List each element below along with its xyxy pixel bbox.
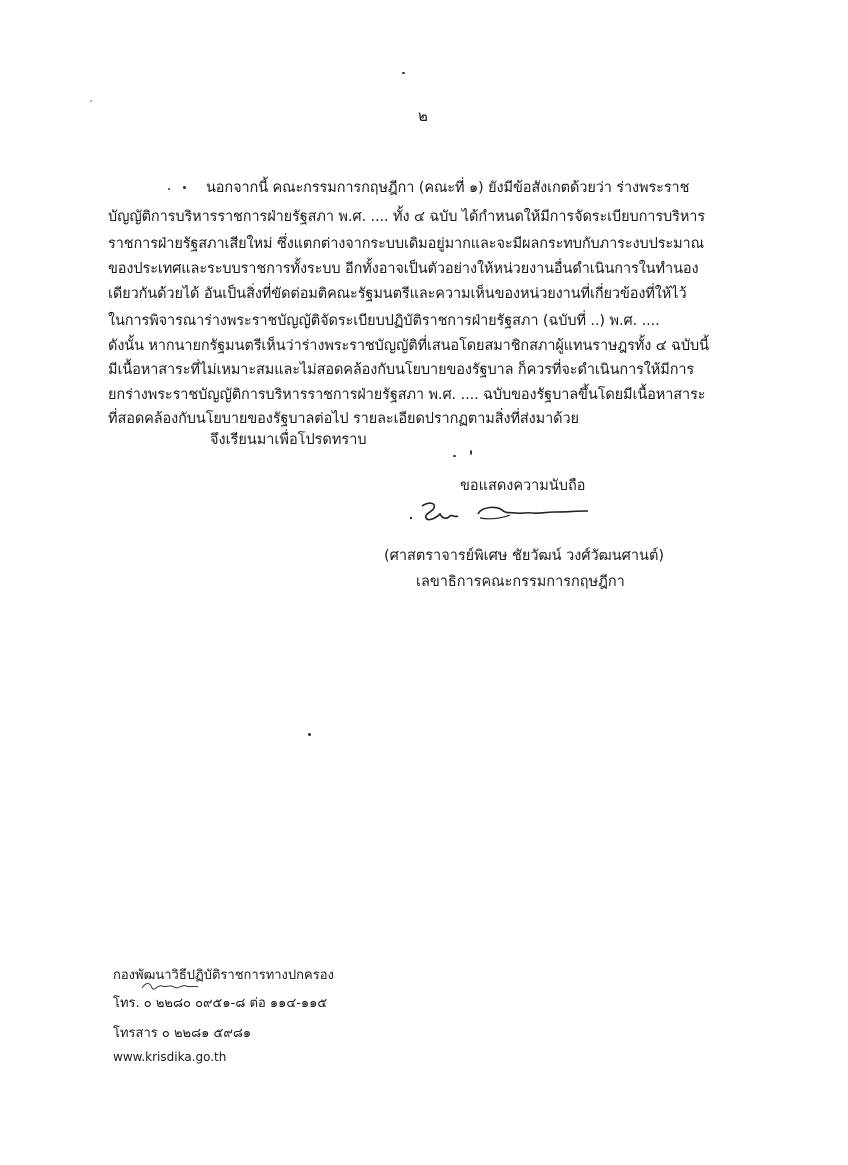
paragraph-line: บัญญัติการบริหารราชการฝ่ายรัฐสภา พ.ศ. .... ทั้ง ๔ ฉบับ ได้กำหนดให้มีการจัดระเบียบการบริหาร [108,209,706,225]
paragraph-line: เดียวกันด้วยได้ อันเป็นสิ่งที่ขัดต่อมติคณะรัฐมนตรีและความเห็นของหน่วยงานที่เกี่ยวข้องที่ให้ไว้ [108,286,687,302]
scan-speck [453,455,456,457]
signer-name: (ศาสตราจารย์พิเศษ ชัยวัฒน์ วงศ์วัฒนศานต์) [384,548,665,564]
scan-speck [90,100,92,102]
scan-speck [168,188,170,190]
paragraph-line: ยกร่างพระราชบัญญัติการบริหารราชการฝ่ายรัฐสภา พ.ศ. .... ฉบับของรัฐบาลขึ้นโดยมีเนื้อหาสาระ [108,387,706,403]
page-number: ๒ [418,107,428,125]
paragraph-line: นอกจากนี้ คณะกรรมการกฤษฎีกา (คณะที่ ๑) ยังมีข้อสังเกตด้วยว่า ร่างพระราช [206,180,690,196]
paragraph-line: ของประเทศและระบบราชการทั้งระบบ อีกทั้งอาจเป็นตัวอย่างให้หน่วยงานอื่นดำเนินการในทำนอง [108,261,699,277]
signer-position: เลขาธิการคณะกรรมการกฤษฎีกา [416,574,625,590]
scan-speck [470,450,472,455]
scan-speck [402,72,405,74]
handwritten-signature [406,496,596,530]
scan-speck [183,186,186,189]
footer-telephone: โทร. ๐ ๒๒๘๐ ๐๙๕๑-๘ ต่อ ๑๑๔-๑๑๕ [113,996,328,1011]
paragraph-line: ในการพิจารณาร่างพระราชบัญญัติจัดระเบียบปฏิบัติราชการฝ่ายรัฐสภา (ฉบับที่ ..) พ.ศ. .... [108,313,660,329]
regards-line: ขอแสดงความนับถือ [460,478,586,494]
paragraph-line: ราชการฝ่ายรัฐสภาเสียใหม่ ซึ่งแตกต่างจากระบบเดิมอยู่มากและจะมีผลกระทบกับภาระงบประมาณ [108,236,704,252]
footer-department: กองพัฒนาวิธีปฏิบัติราชการทางปกครอง [113,968,334,983]
closing-line: จึงเรียนมาเพื่อโปรดทราบ [210,432,367,448]
footer-website: www.krisdika.go.th [113,1050,227,1064]
paragraph-line: ดังนั้น หากนายกรัฐมนตรีเห็นว่าร่างพระราชบัญญัติที่เสนอโดยสมาชิกสภาผู้แทนราษฎรทั้ง ๔ ฉบับนี้ [108,338,709,354]
footer-fax: โทรสาร ๐ ๒๒๘๑ ๕๙๘๑ [113,1026,252,1041]
scan-speck [308,733,311,736]
paragraph-line: มีเนื้อหาสาระที่ไม่เหมาะสมและไม่สอดคล้องกับนโยบายของรัฐบาล ก็ควรที่จะดำเนินการให้มีการ [108,362,695,378]
paragraph-line: ที่สอดคล้องกับนโยบายของรัฐบาลต่อไป รายละเอียดปรากฏตามสิ่งที่ส่งมาด้วย [108,411,579,427]
